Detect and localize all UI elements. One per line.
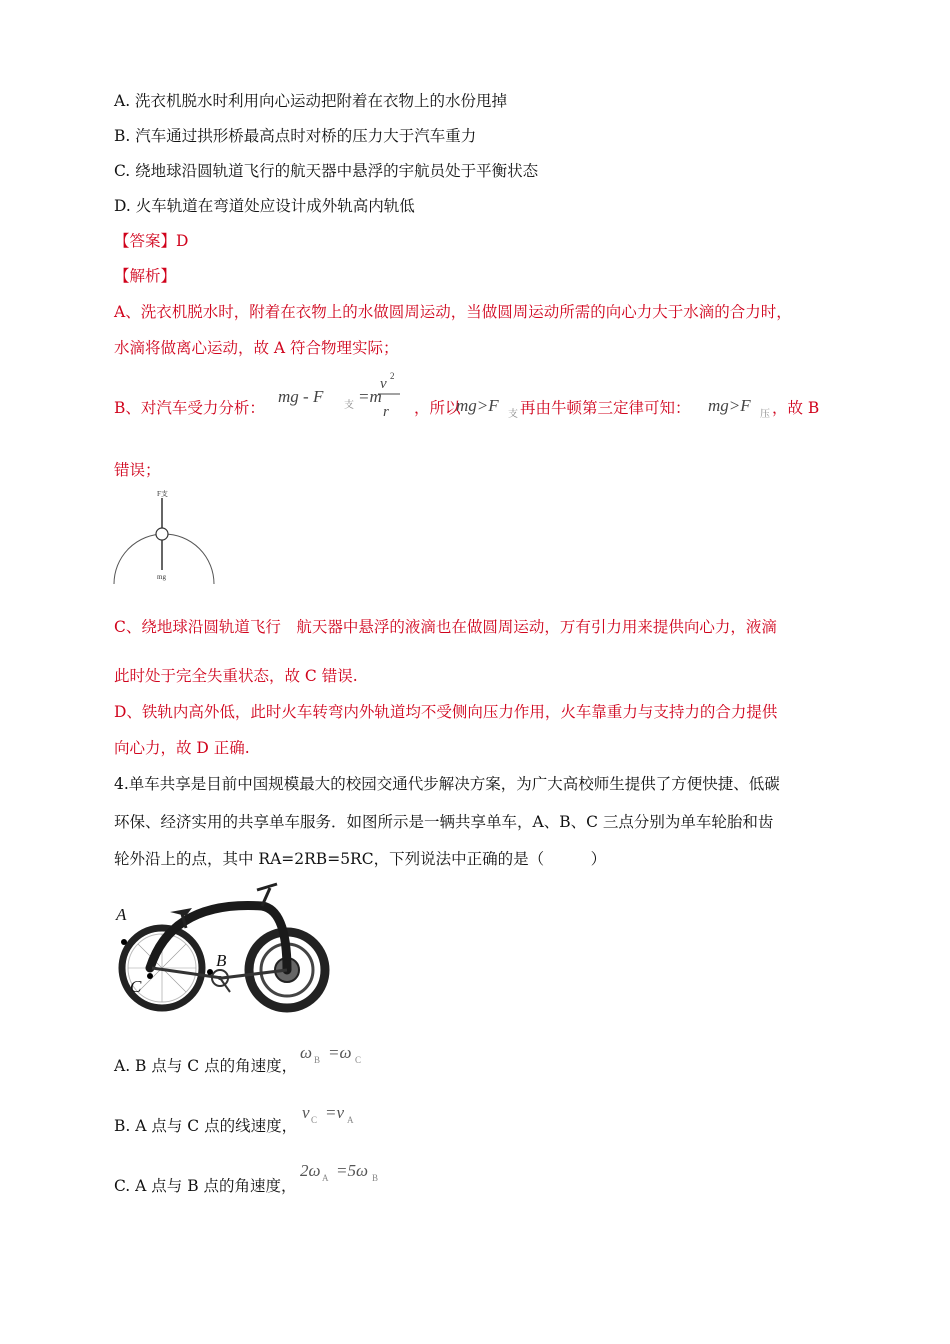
handlebar <box>257 884 277 890</box>
q4-option-c: C. A 点与 B 点的角速度， <box>114 1177 297 1195</box>
force-diagram <box>110 486 220 586</box>
q3-option-c: C. 绕地球沿圆轨道飞行的航天器中悬浮的宇航员处于平衡状态 <box>114 162 539 180</box>
formula-option-a <box>298 1040 378 1070</box>
answer: 【答案】D <box>114 232 189 250</box>
formula-option-c <box>298 1158 394 1188</box>
analysis-b-line2: 错误； <box>114 461 161 479</box>
analysis-c-line1: C、绕地球沿圆轨道飞行 航天器中悬浮的液滴也在做圆周运动，万有引力用来提供向心力，液滴 <box>114 618 777 636</box>
q4-line3: 轮外沿上的点，其中 RA=2RB=5RC，下列说法中正确的是（ ） <box>114 850 607 868</box>
label-c: C <box>130 977 142 996</box>
analysis-b-mid1: ，所以 <box>414 399 461 417</box>
q4-option-a: A. B 点与 C 点的角速度， <box>114 1057 298 1075</box>
formula-newton-second-law <box>272 368 412 424</box>
opt-b-left-sub: C <box>311 1115 318 1125</box>
analysis-d-line1: D、铁轨内高外低，此时火车转弯内外轨道均不受侧向压力作用，火车靠重力与支持力的合力提供 <box>114 703 778 721</box>
opt-c-right-sub: B <box>372 1173 379 1183</box>
q3-option-b: B. 汽车通过拱形桥最高点时对桥的压力大于汽车重力 <box>114 127 477 145</box>
analysis-b-suffix: ，故 B <box>772 399 820 417</box>
formula3-text: mg>F <box>708 396 751 415</box>
q3-option-d: D. 火车轨道在弯道处应设计成外轨高内轨低 <box>114 197 415 215</box>
car-body-circle <box>156 528 168 540</box>
point-a <box>121 939 127 945</box>
opt-b-eq: =v <box>325 1103 345 1122</box>
formula2-text: mg>F <box>456 396 499 415</box>
analysis-c-line2: 此时处于完全失重状态，故 C 错误. <box>114 667 358 685</box>
formula1-denominator: r <box>383 404 389 420</box>
opt-a-left-sub: B <box>314 1055 321 1065</box>
label-a: A <box>116 905 127 924</box>
analysis-d-line2: 向心力，故 D 正确. <box>114 739 250 757</box>
analysis-a-line1: A、洗衣机脱水时，附着在衣物上的水做圆周运动，当做圆周运动所需的向心力大于水滴的合力时， <box>114 303 792 321</box>
opt-a-right-sub: C <box>355 1055 362 1065</box>
q3-option-a: A. 洗衣机脱水时利用向心运动把附着在衣物上的水份甩掉 <box>114 92 508 110</box>
opt-c-eq: =5ω <box>336 1161 368 1180</box>
formula1-numerator: v <box>380 376 387 392</box>
formula1-left: mg - F <box>278 387 324 406</box>
formula-option-b <box>298 1100 378 1130</box>
formula3-sub: 压 <box>760 409 770 420</box>
formula1-eq: =m <box>358 387 382 406</box>
opt-c-left-sub: A <box>322 1173 329 1183</box>
analysis-b-mid2: 再由牛顿第三定律可知： <box>520 399 691 417</box>
q4-option-b: B. A 点与 C 点的线速度， <box>114 1117 298 1135</box>
label-support-force: F支 <box>157 490 168 498</box>
label-gravity: mg <box>157 573 166 581</box>
point-c <box>147 973 153 979</box>
analysis-a-line2: 水滴将做离心运动，故 A 符合物理实际； <box>114 339 399 357</box>
q4-line2: 环保、经济实用的共享单车服务．如图所示是一辆共享单车，A、B、C 三点分别为单车轮胎和齿 <box>114 813 774 831</box>
opt-a-left: ω <box>300 1043 313 1062</box>
analysis-header: 【解析】 <box>114 267 177 285</box>
opt-a-eq: =ω <box>328 1043 352 1062</box>
opt-c-left: 2ω <box>300 1161 321 1180</box>
opt-b-left: v <box>302 1103 310 1122</box>
point-b <box>207 969 213 975</box>
formula1-sub: 支 <box>344 400 354 411</box>
label-b: B <box>216 951 227 970</box>
formula-inequality-support <box>454 390 520 422</box>
q4-line1: 4.单车共享是目前中国规模最大的校园交通代步解决方案，为广大高校师生提供了方便快捷、低碳 <box>114 775 780 793</box>
formula2-sub: 支 <box>508 409 518 420</box>
opt-b-right-sub: A <box>347 1115 354 1125</box>
formula-inequality-pressure <box>706 390 774 422</box>
formula1-exponent: 2 <box>390 371 395 381</box>
analysis-b-prefix: B、对汽车受力分析： <box>114 399 265 417</box>
bicycle-image <box>112 880 332 1020</box>
